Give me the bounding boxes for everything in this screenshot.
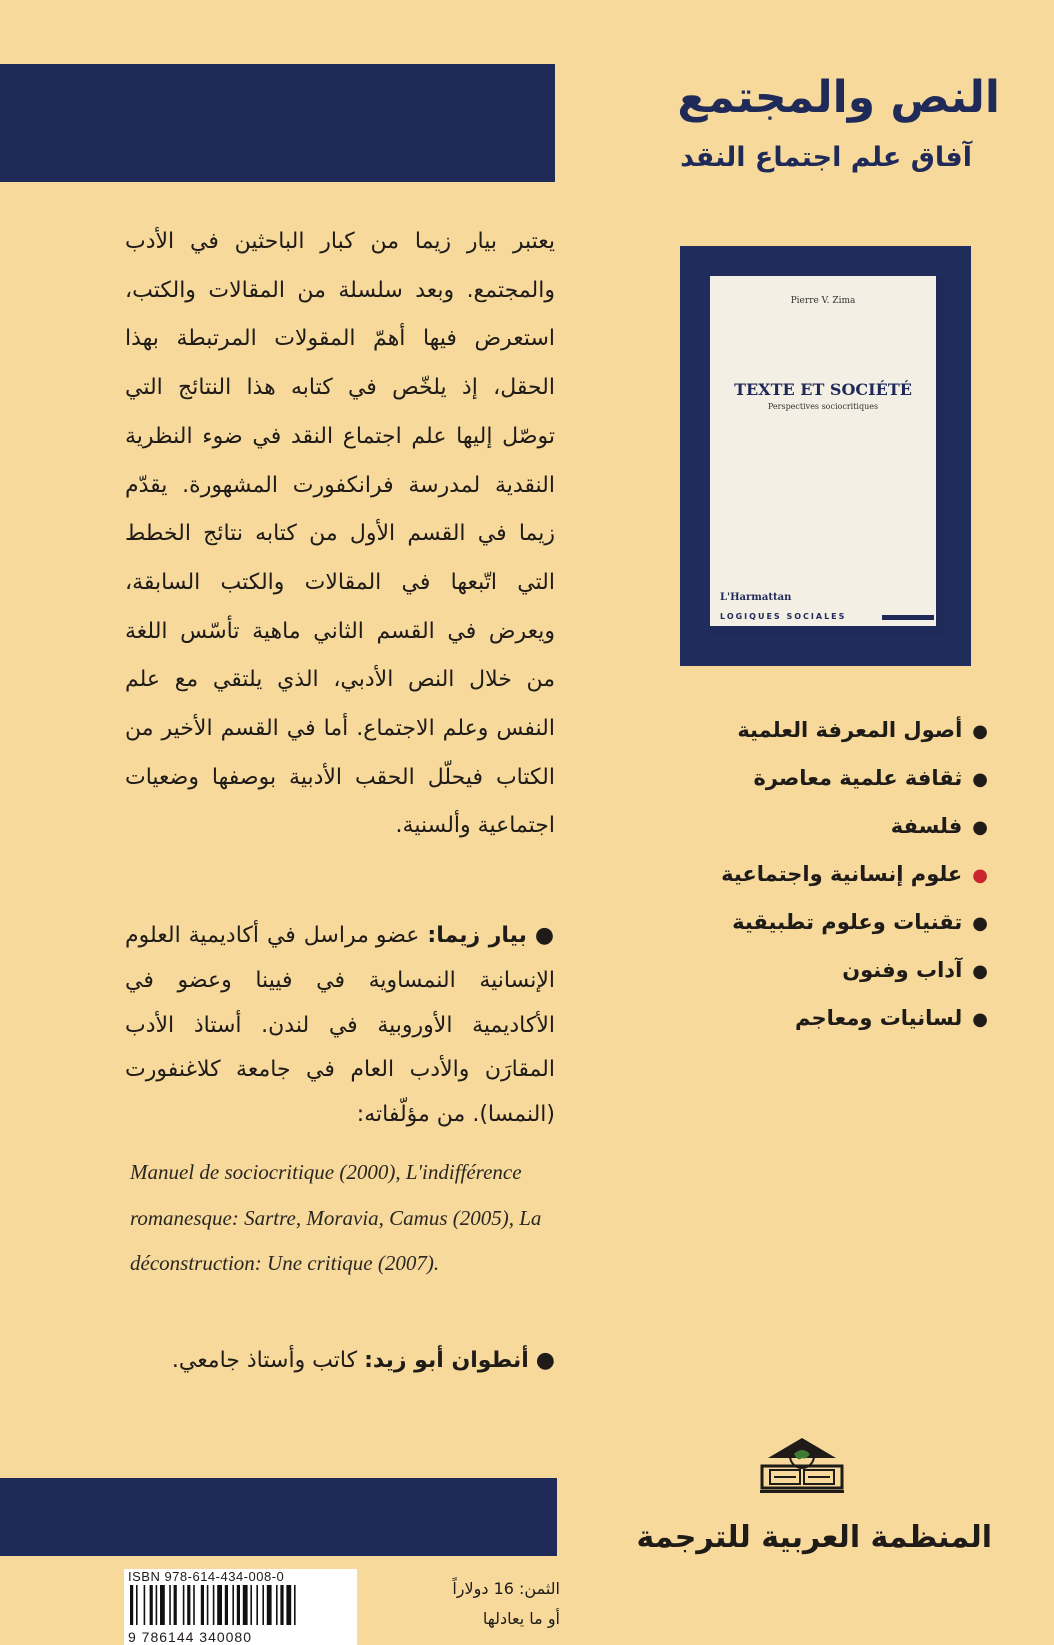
bullet-icon: ● — [972, 913, 988, 934]
price-line: الثمن: 16 دولاراً — [452, 1579, 560, 1598]
barcode-bars — [130, 1585, 350, 1625]
cover-collection-bar — [882, 615, 934, 620]
bullet-icon: ● — [972, 721, 988, 742]
category-label: آداب وفنون — [842, 958, 963, 982]
barcode-bar — [280, 1585, 283, 1625]
barcode-bar — [243, 1585, 248, 1625]
bullet-icon: ● — [526, 923, 555, 948]
cover-author: Pierre V. Zima — [790, 296, 856, 306]
price-block — [452, 1574, 560, 1634]
barcode-bar — [160, 1585, 165, 1625]
bullet-icon: ● — [972, 817, 988, 838]
category-item — [721, 706, 988, 754]
book-subtitle: آفاق علم اجتماع النقد — [680, 142, 972, 173]
barcode-bar — [136, 1585, 138, 1625]
translator-text: كاتب وأستاذ جامعي. — [171, 1348, 358, 1373]
publisher-logo-icon — [756, 1436, 848, 1494]
cover-collection: LOGIQUES SOCIALES — [720, 612, 847, 621]
bottom-navy-band — [0, 1478, 557, 1556]
barcode-bar — [217, 1585, 222, 1625]
bullet-icon: ● — [972, 961, 988, 982]
category-label: علوم إنسانية واجتماعية — [721, 862, 963, 886]
barcode-bar — [150, 1585, 153, 1625]
barcode-bar — [232, 1585, 234, 1625]
barcode-bar — [294, 1585, 296, 1625]
cover-title: TEXTE ET SOCIÉTÉ — [734, 380, 912, 399]
barcode-bar — [267, 1585, 272, 1625]
category-item — [721, 754, 988, 802]
barcode-digits: 9 786144 340080 — [128, 1629, 252, 1645]
bullet-icon: ● — [972, 1009, 988, 1030]
price-equivalent: أو ما يعادلها — [482, 1609, 560, 1628]
category-label: تقنيات وعلوم تطبيقية — [732, 910, 963, 934]
bullet-icon-active: ● — [972, 865, 988, 886]
category-label: فلسفة — [890, 814, 963, 838]
category-item — [721, 898, 988, 946]
barcode-bar — [183, 1585, 185, 1625]
barcode-bar — [207, 1585, 209, 1625]
cover-subtitle: Perspectives sociocritiques — [767, 402, 879, 411]
publisher-name: المنظمة العربية للترجمة — [636, 1520, 992, 1555]
series-categories-list — [721, 706, 988, 1042]
translator-bio — [125, 1348, 555, 1373]
bullet-icon: ● — [972, 769, 988, 790]
barcode-bar — [225, 1585, 228, 1625]
author-bio — [125, 914, 555, 1138]
barcode-bar — [276, 1585, 278, 1625]
top-navy-band — [0, 64, 555, 182]
barcode-bar — [286, 1585, 291, 1625]
cover-publisher: L'Harmattan — [720, 592, 792, 603]
original-cover-image — [680, 246, 971, 666]
barcode-bar — [130, 1585, 133, 1625]
category-label: ثقافة علمية معاصرة — [753, 766, 963, 790]
category-item — [721, 946, 988, 994]
barcode-bar — [256, 1585, 258, 1625]
book-title: النص والمجتمع — [677, 72, 1000, 123]
author-bio-text: عضو مراسل في أكاديمية العلوم الإنسانية النمساوية في فيينا وعضو في الأكاديمية الأوروبية في لندن. أستاذ الأدب المقارَن والأدب العام في جامعة كلاغنفورت (النمسا). من مؤلّفاته: — [125, 923, 555, 1128]
category-label: أصول المعرفة العلمية — [737, 718, 963, 742]
category-item — [721, 802, 988, 850]
cover-panel — [710, 276, 944, 634]
barcode-bar — [262, 1585, 264, 1625]
barcode-bar — [187, 1585, 190, 1625]
barcode-bar — [174, 1585, 177, 1625]
barcode-bar — [250, 1585, 252, 1625]
barcode-bar — [213, 1585, 215, 1625]
barcode-bar — [237, 1585, 240, 1625]
author-works: Manuel de sociocritique (2000), L'indifférence romanesque: Sartre, Moravia, Camus (2005), La déconstruction: Une critique (2007). — [130, 1160, 542, 1275]
barcode-bar — [144, 1585, 146, 1625]
barcode-bar — [201, 1585, 204, 1625]
category-label: لسانيات ومعاجم — [794, 1006, 963, 1030]
barcode-bar — [156, 1585, 158, 1625]
category-item-active — [721, 850, 988, 898]
barcode-bar — [169, 1585, 171, 1625]
barcode-bar — [193, 1585, 195, 1625]
barcode — [124, 1569, 357, 1645]
isbn-label: ISBN 978-614-434-008-0 — [128, 1569, 285, 1584]
category-item — [721, 994, 988, 1042]
author-name: بيار زيما: — [427, 923, 527, 948]
translator-name: أنطوان أبو زيد: — [364, 1348, 529, 1373]
book-description: يعتبر بيار زيما من كبار الباحثين في الأدب والمجتمع. وبعد سلسلة من المقالات والكتب، استعرض فيها أهمّ المقولات المرتبطة بهذا الحقل، إذ يلخّص في كتابه هذا النتائج التي توصّل إليها علم اجتماع النقد في ضوء النظرية النقدية لمدرسة فرانكفورت المشهورة. يقدّم زيما في القسم الأول من كتابه نتائج الخطط التي اتّبعها في المقالات والكتب السابقة، ويعرض في القسم الثاني ماهية تأسّس اللغة من خلال النص الأدبي، الذي يلتقي مع علم النفس وعلم الاجتماع. أما في القسم الأخير من الكتاب فيحلّل الحقب الأدبية بوصفها وضعيات اجتماعية وألسنية. — [125, 229, 555, 839]
bullet-icon: ● — [528, 1348, 555, 1373]
